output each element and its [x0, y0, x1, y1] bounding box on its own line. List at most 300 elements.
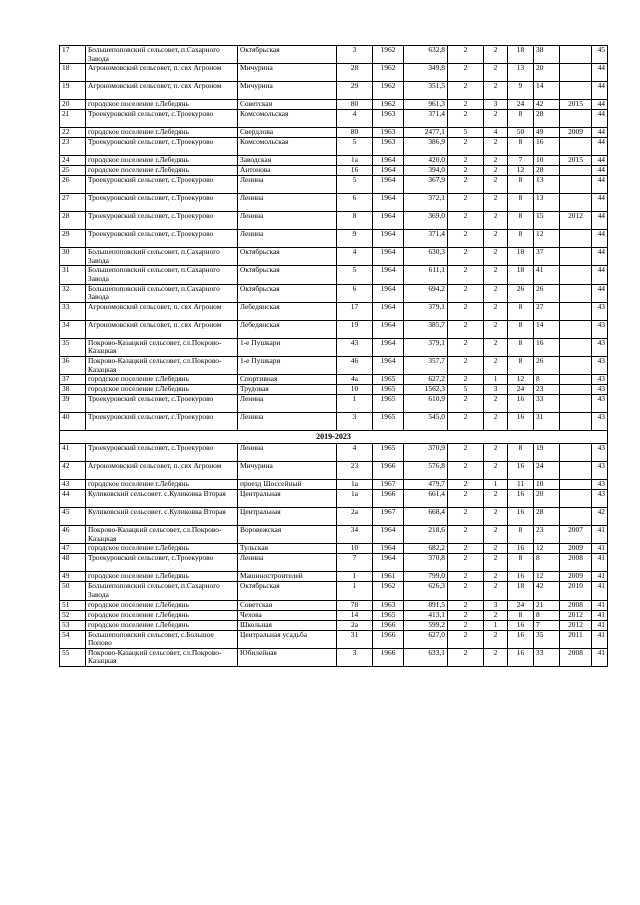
cell-municipality: Большепоповский сельсовет, п.Сахарного Завода: [86, 266, 238, 284]
cell-row-number: 52: [60, 610, 86, 620]
cell-floors: 2: [448, 648, 484, 666]
cell-floors: 2: [448, 620, 484, 630]
cell-repair-year: 2012: [560, 620, 592, 630]
cell-house-number: 10: [337, 544, 373, 554]
cell-term: 44: [592, 128, 608, 138]
cell-apartments: 18: [508, 266, 534, 284]
cell-year-built: 1966: [373, 490, 404, 508]
cell-municipality: Троекуровский сельсовет, с.Троекурово: [86, 395, 238, 413]
cell-municipality: городское поселение г.Лебедянь: [86, 385, 238, 395]
cell-row-number: 27: [60, 194, 86, 212]
cell-repair-year: [560, 64, 592, 82]
cell-year-built: 1964: [373, 302, 404, 320]
cell-street: Ленина: [238, 194, 337, 212]
cell-apartments: 8: [508, 338, 534, 356]
cell-municipality: Троекуровский сельсовет, с.Троекурово: [86, 554, 238, 572]
cell-row-number: 47: [60, 544, 86, 554]
cell-row-number: 22: [60, 128, 86, 138]
cell-repair-year: 2008: [560, 648, 592, 666]
cell-municipality: городское поселение г.Лебедянь: [86, 166, 238, 176]
cell-repair-year: [560, 490, 592, 508]
cell-house-number: 8: [337, 212, 373, 230]
cell-apartments: 8: [508, 138, 534, 156]
cell-floors: 2: [448, 320, 484, 338]
cell-apartments: 24: [508, 600, 534, 610]
cell-street: Тульская: [238, 544, 337, 554]
cell-street: Октябрьская: [238, 284, 337, 302]
cell-row-number: 20: [60, 100, 86, 110]
cell-repair-year: [560, 138, 592, 156]
cell-residents: 20: [534, 490, 560, 508]
cell-year-built: 1964: [373, 356, 404, 374]
table-row: [60, 544, 608, 554]
cell-row-number: 40: [60, 413, 86, 431]
cell-year-built: 1964: [373, 166, 404, 176]
cell-residents: 8: [534, 375, 560, 385]
cell-year-built: 1964: [373, 248, 404, 266]
cell-year-built: 1962: [373, 46, 404, 64]
cell-area: 394,0: [404, 166, 448, 176]
cell-repair-year: [560, 82, 592, 100]
cell-residents: 27: [534, 302, 560, 320]
cell-repair-year: [560, 46, 592, 64]
cell-year-built: 1966: [373, 620, 404, 630]
cell-area: 479,7: [404, 480, 448, 490]
cell-row-number: 49: [60, 572, 86, 582]
cell-floors: 2: [448, 554, 484, 572]
cell-entrances: 2: [484, 176, 508, 194]
cell-house-number: 1: [337, 395, 373, 413]
cell-floors: 2: [448, 444, 484, 462]
cell-apartments: 12: [508, 166, 534, 176]
cell-floors: 2: [448, 572, 484, 582]
cell-row-number: 32: [60, 284, 86, 302]
cell-entrances: 2: [484, 572, 508, 582]
table-row: [60, 395, 608, 413]
cell-repair-year: 2009: [560, 128, 592, 138]
cell-house-number: 19: [337, 320, 373, 338]
cell-row-number: 36: [60, 356, 86, 374]
cell-row-number: 19: [60, 82, 86, 100]
table-row: [60, 356, 608, 374]
cell-term: 44: [592, 248, 608, 266]
cell-repair-year: [560, 375, 592, 385]
cell-row-number: 21: [60, 110, 86, 128]
cell-row-number: 37: [60, 375, 86, 385]
cell-house-number: 23: [337, 462, 373, 480]
table-row: [60, 508, 608, 526]
cell-municipality: Агрономовский сельсовет, п. свх Агроном: [86, 64, 238, 82]
cell-residents: 7: [534, 620, 560, 630]
cell-entrances: 3: [484, 600, 508, 610]
cell-residents: 10: [534, 156, 560, 166]
cell-year-built: 1965: [373, 610, 404, 620]
cell-apartments: 24: [508, 100, 534, 110]
cell-row-number: 26: [60, 176, 86, 194]
cell-apartments: 11: [508, 480, 534, 490]
cell-municipality: Покрово-Казацкий сельсовет, сл.Покрово-Казацкая: [86, 356, 238, 374]
cell-street: Юбилейная: [238, 648, 337, 666]
cell-area: 367,9: [404, 176, 448, 194]
cell-apartments: 16: [508, 395, 534, 413]
cell-term: 43: [592, 444, 608, 462]
cell-apartments: 16: [508, 648, 534, 666]
cell-row-number: 24: [60, 156, 86, 166]
cell-entrances: 2: [484, 302, 508, 320]
cell-house-number: 5: [337, 176, 373, 194]
cell-row-number: 41: [60, 444, 86, 462]
cell-street: Центральная: [238, 508, 337, 526]
cell-floors: 2: [448, 176, 484, 194]
cell-house-number: 3: [337, 648, 373, 666]
cell-municipality: Троекуровский сельсовет, с.Троекурово: [86, 444, 238, 462]
cell-residents: 13: [534, 194, 560, 212]
cell-residents: 23: [534, 385, 560, 395]
cell-entrances: 2: [484, 630, 508, 648]
cell-entrances: 2: [484, 395, 508, 413]
cell-repair-year: [560, 508, 592, 526]
section-row: [60, 431, 608, 444]
cell-row-number: 35: [60, 338, 86, 356]
cell-house-number: 29: [337, 82, 373, 100]
cell-residents: 35: [534, 630, 560, 648]
section-heading: 2019-2023: [60, 431, 608, 444]
cell-house-number: 2а: [337, 508, 373, 526]
cell-row-number: 44: [60, 490, 86, 508]
cell-municipality: Троекуровский сельсовет, с.Троекурово: [86, 413, 238, 431]
cell-street: Ленина: [238, 413, 337, 431]
cell-term: 43: [592, 338, 608, 356]
cell-municipality: городское поселение г.Лебедянь: [86, 375, 238, 385]
cell-area: 379,1: [404, 302, 448, 320]
cell-floors: 2: [448, 462, 484, 480]
cell-year-built: 1964: [373, 544, 404, 554]
cell-area: 386,9: [404, 138, 448, 156]
cell-area: 682,2: [404, 544, 448, 554]
cell-year-built: 1964: [373, 194, 404, 212]
cell-area: 799,0: [404, 572, 448, 582]
cell-floors: 2: [448, 600, 484, 610]
cell-area: 661,4: [404, 490, 448, 508]
cell-term: 44: [592, 156, 608, 166]
cell-term: 41: [592, 526, 608, 544]
cell-area: 627,2: [404, 375, 448, 385]
cell-residents: 10: [534, 480, 560, 490]
cell-area: 610,9: [404, 395, 448, 413]
cell-street: Ленина: [238, 212, 337, 230]
cell-entrances: 2: [484, 356, 508, 374]
cell-term: 43: [592, 413, 608, 431]
cell-entrances: 2: [484, 194, 508, 212]
cell-repair-year: [560, 166, 592, 176]
cell-area: 372,1: [404, 194, 448, 212]
cell-street: Лебедянская: [238, 302, 337, 320]
cell-municipality: городское поселение г.Лебедянь: [86, 620, 238, 630]
cell-term: 44: [592, 110, 608, 128]
cell-floors: 2: [448, 338, 484, 356]
cell-repair-year: [560, 110, 592, 128]
cell-year-built: 1966: [373, 462, 404, 480]
cell-municipality: Покрово-Казацкий сельсовет, сл.Покрово-Казацкая: [86, 648, 238, 666]
cell-repair-year: [560, 320, 592, 338]
cell-entrances: 2: [484, 64, 508, 82]
cell-entrances: 4: [484, 128, 508, 138]
cell-residents: 42: [534, 100, 560, 110]
cell-row-number: 42: [60, 462, 86, 480]
cell-term: 43: [592, 462, 608, 480]
cell-year-built: 1964: [373, 266, 404, 284]
cell-residents: 49: [534, 128, 560, 138]
cell-entrances: 2: [484, 554, 508, 572]
cell-row-number: 46: [60, 526, 86, 544]
cell-row-number: 33: [60, 302, 86, 320]
cell-municipality: Покрово-Казацкий сельсовет, сл.Покрово-Казацкая: [86, 338, 238, 356]
cell-entrances: 2: [484, 490, 508, 508]
cell-street: Мичурина: [238, 64, 337, 82]
cell-repair-year: 2011: [560, 630, 592, 648]
cell-municipality: городское поселение г.Лебедянь: [86, 100, 238, 110]
cell-year-built: 1964: [373, 156, 404, 166]
cell-street: Ленина: [238, 395, 337, 413]
cell-municipality: городское поселение г.Лебедянь: [86, 610, 238, 620]
cell-term: 41: [592, 610, 608, 620]
cell-house-number: 4: [337, 110, 373, 128]
cell-floors: 2: [448, 490, 484, 508]
cell-year-built: 1963: [373, 110, 404, 128]
cell-floors: 2: [448, 356, 484, 374]
cell-municipality: городское поселение г.Лебедянь: [86, 600, 238, 610]
cell-municipality: Троекуровский сельсовет, с.Троекурово: [86, 230, 238, 248]
cell-floors: 2: [448, 82, 484, 100]
cell-apartments: 50: [508, 128, 534, 138]
cell-entrances: 2: [484, 138, 508, 156]
cell-term: 44: [592, 100, 608, 110]
cell-house-number: 78: [337, 600, 373, 610]
cell-row-number: 30: [60, 248, 86, 266]
cell-area: 369,0: [404, 212, 448, 230]
cell-repair-year: 2007: [560, 526, 592, 544]
cell-term: 44: [592, 166, 608, 176]
cell-residents: 12: [534, 544, 560, 554]
cell-repair-year: 2008: [560, 554, 592, 572]
housing-table: [59, 45, 608, 667]
table-row: [60, 46, 608, 64]
table-row: [60, 462, 608, 480]
cell-street: Заводская: [238, 156, 337, 166]
cell-year-built: 1962: [373, 64, 404, 82]
cell-row-number: 38: [60, 385, 86, 395]
cell-house-number: 10: [337, 385, 373, 395]
cell-term: 44: [592, 176, 608, 194]
cell-apartments: 8: [508, 554, 534, 572]
table-row: [60, 82, 608, 100]
cell-area: 379,1: [404, 338, 448, 356]
cell-year-built: 1964: [373, 338, 404, 356]
cell-term: 44: [592, 194, 608, 212]
cell-floors: 2: [448, 100, 484, 110]
cell-entrances: 2: [484, 156, 508, 166]
cell-row-number: 50: [60, 582, 86, 600]
table-row: [60, 610, 608, 620]
table-row: [60, 266, 608, 284]
cell-repair-year: [560, 356, 592, 374]
cell-street: Школьная: [238, 620, 337, 630]
table-row: [60, 600, 608, 610]
cell-street: Советская: [238, 600, 337, 610]
cell-apartments: 8: [508, 444, 534, 462]
cell-entrances: 2: [484, 212, 508, 230]
cell-term: 43: [592, 375, 608, 385]
cell-area: 599,2: [404, 620, 448, 630]
cell-row-number: 45: [60, 508, 86, 526]
cell-repair-year: 2009: [560, 544, 592, 554]
cell-street: Ленина: [238, 444, 337, 462]
cell-area: 633,1: [404, 648, 448, 666]
cell-apartments: 8: [508, 212, 534, 230]
cell-street: Комсомольская: [238, 138, 337, 156]
table-row: [60, 320, 608, 338]
cell-apartments: 18: [508, 248, 534, 266]
cell-term: 43: [592, 302, 608, 320]
cell-area: 2477,1: [404, 128, 448, 138]
cell-apartments: 24: [508, 385, 534, 395]
cell-apartments: 8: [508, 356, 534, 374]
cell-repair-year: [560, 462, 592, 480]
cell-entrances: 2: [484, 110, 508, 128]
cell-house-number: 1а: [337, 490, 373, 508]
cell-entrances: 1: [484, 480, 508, 490]
cell-street: Антонова: [238, 166, 337, 176]
cell-year-built: 1965: [373, 444, 404, 462]
cell-street: Ленина: [238, 230, 337, 248]
cell-apartments: 8: [508, 526, 534, 544]
cell-entrances: 2: [484, 338, 508, 356]
table-row: [60, 620, 608, 630]
cell-street: 1-е Пушкари: [238, 356, 337, 374]
cell-municipality: Покрово-Казацкий сельсовет, сл.Покрово-Казацкая: [86, 526, 238, 544]
cell-residents: 12: [534, 230, 560, 248]
cell-entrances: 2: [484, 508, 508, 526]
cell-residents: 28: [534, 508, 560, 526]
cell-street: Воровежская: [238, 526, 337, 544]
cell-floors: 5: [448, 385, 484, 395]
cell-residents: 14: [534, 320, 560, 338]
cell-term: 44: [592, 82, 608, 100]
cell-floors: 2: [448, 375, 484, 385]
cell-apartments: 18: [508, 582, 534, 600]
cell-repair-year: 2015: [560, 156, 592, 166]
table-row: [60, 110, 608, 128]
cell-year-built: 1964: [373, 526, 404, 544]
cell-residents: 31: [534, 413, 560, 431]
cell-area: 961,3: [404, 100, 448, 110]
cell-area: 891,5: [404, 600, 448, 610]
cell-row-number: 54: [60, 630, 86, 648]
cell-area: 371,4: [404, 230, 448, 248]
cell-floors: 2: [448, 266, 484, 284]
cell-year-built: 1964: [373, 554, 404, 572]
cell-term: 41: [592, 554, 608, 572]
cell-entrances: 3: [484, 100, 508, 110]
cell-residents: 23: [534, 526, 560, 544]
cell-house-number: 31: [337, 630, 373, 648]
table-row: [60, 554, 608, 572]
table-row: [60, 128, 608, 138]
cell-repair-year: [560, 230, 592, 248]
cell-repair-year: [560, 176, 592, 194]
cell-year-built: 1965: [373, 375, 404, 385]
cell-area: 420,0: [404, 156, 448, 166]
cell-street: Спортивная: [238, 375, 337, 385]
cell-municipality: Куликовский сельсовет. с.Куликовка Вторая: [86, 490, 238, 508]
cell-house-number: 28: [337, 64, 373, 82]
cell-term: 43: [592, 356, 608, 374]
cell-residents: 14: [534, 82, 560, 100]
cell-house-number: 1а: [337, 156, 373, 166]
cell-municipality: Агрономовский сельсовет, п. свх Агроном: [86, 82, 238, 100]
cell-house-number: 34: [337, 526, 373, 544]
cell-house-number: 2а: [337, 620, 373, 630]
cell-floors: 2: [448, 610, 484, 620]
cell-year-built: 1965: [373, 413, 404, 431]
cell-year-built: 1964: [373, 320, 404, 338]
cell-floors: 2: [448, 508, 484, 526]
cell-street: Трудовая: [238, 385, 337, 395]
cell-row-number: 48: [60, 554, 86, 572]
cell-apartments: 13: [508, 64, 534, 82]
cell-area: 370,9: [404, 444, 448, 462]
cell-residents: 26: [534, 284, 560, 302]
cell-repair-year: 2009: [560, 572, 592, 582]
cell-municipality: городское поселение г.Лебедянь: [86, 128, 238, 138]
cell-floors: 2: [448, 582, 484, 600]
cell-street: Комсомольская: [238, 110, 337, 128]
cell-residents: 38: [534, 46, 560, 64]
cell-term: 41: [592, 600, 608, 610]
cell-row-number: 51: [60, 600, 86, 610]
cell-entrances: 2: [484, 284, 508, 302]
cell-year-built: 1964: [373, 284, 404, 302]
cell-area: 694,2: [404, 284, 448, 302]
cell-repair-year: [560, 194, 592, 212]
cell-municipality: Агрономовский сельсовет, п. свх Агроном: [86, 462, 238, 480]
table-row: [60, 444, 608, 462]
cell-term: 41: [592, 572, 608, 582]
cell-apartments: 8: [508, 110, 534, 128]
table-row: [60, 385, 608, 395]
cell-apartments: 8: [508, 230, 534, 248]
cell-floors: 2: [448, 46, 484, 64]
cell-residents: 33: [534, 648, 560, 666]
cell-area: 349,8: [404, 64, 448, 82]
cell-repair-year: [560, 444, 592, 462]
cell-term: 44: [592, 212, 608, 230]
cell-municipality: городское поселение г.Лебедянь: [86, 572, 238, 582]
table-row: [60, 302, 608, 320]
cell-house-number: 6: [337, 194, 373, 212]
cell-apartments: 16: [508, 413, 534, 431]
cell-municipality: Троекуровский сельсовет, с.Троекурово: [86, 212, 238, 230]
cell-row-number: 29: [60, 230, 86, 248]
cell-row-number: 43: [60, 480, 86, 490]
cell-area: 576,8: [404, 462, 448, 480]
cell-municipality: городское поселение г.Лебедянь: [86, 480, 238, 490]
table-row: [60, 212, 608, 230]
cell-area: 218,6: [404, 526, 448, 544]
cell-repair-year: 2012: [560, 610, 592, 620]
cell-year-built: 1965: [373, 385, 404, 395]
cell-repair-year: [560, 480, 592, 490]
